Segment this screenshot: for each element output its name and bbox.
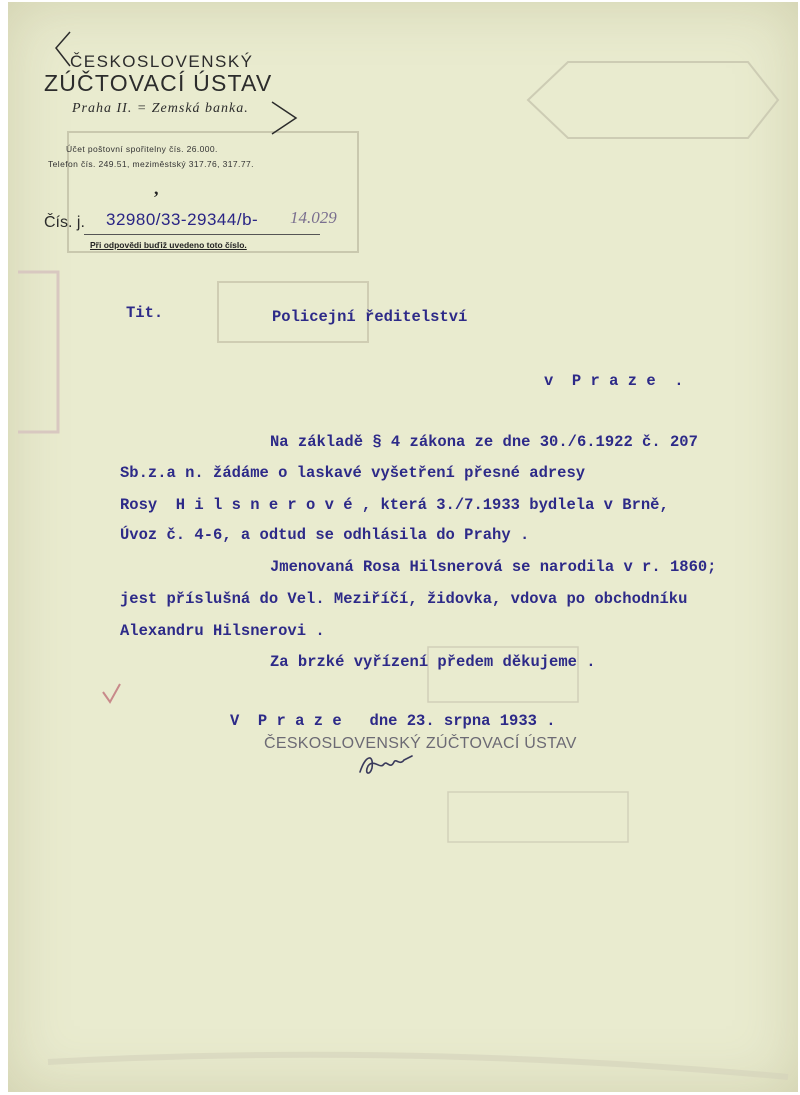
body-line-8: Za brzké vyřízení předem děkujeme . [270,653,596,671]
body-line-6: jest příslušná do Vel. Meziříčí, židovka, vdova po obchodníku [120,590,688,608]
bottom-crease [48,1055,788,1077]
check-mark [103,684,120,702]
reference-number: 32980/33-29344/b- [106,210,259,229]
faint-left-stamp [18,272,58,432]
reference-underline [84,234,320,235]
recipient-place: v P r a z e . [544,372,684,390]
ink-mark: , [154,178,159,198]
signature [356,750,416,780]
body-line-3: Rosy H i l s n e r o v é , která 3./7.1933 bydlela v Brně, [120,496,669,514]
letterhead [44,52,272,117]
body-line-5: Jmenovaná Rosa Hilsnerová se narodila v r. 1860; [270,558,717,576]
body-line-2: Sb.z.a n. žádáme o laskavé vyšetření přesné adresy [120,464,586,482]
document-page [8,2,798,1092]
reply-note: Při odpovědi buďiž uvedeno toto číslo. [90,240,247,250]
date-line: V P r a z e dne 23. srpna 1933 . [230,712,556,730]
account-number: Účet poštovní spořitelny čís. 26.000. [66,144,218,154]
org-name-line2: ZÚČTOVACÍ ÚSTAV [44,70,273,96]
faint-lower-stamp [448,792,628,842]
reference-handwritten-suffix: 14.029 [290,208,337,227]
org-address: Praha II. = Zemská banka. [72,101,249,116]
org-name-line1: ČESKOSLOVENSKÝ [70,52,254,71]
telephone-numbers: Telefon čís. 249.51, meziměstský 317.76, 317.77. [48,159,254,169]
reference-label: Čís. j. [44,214,85,231]
faint-diamond-stamp [528,62,778,138]
body-line-1: Na základě § 4 zákona ze dne 30./6.1922 č. 207 [270,433,698,451]
organization-stamp: ČESKOSLOVENSKÝ ZÚČTOVACÍ ÚSTAV [264,735,577,752]
recipient: Policejní ředitelství [272,308,468,326]
body-line-7: Alexandru Hilsnerovi . [120,622,325,640]
body-line-4: Úvoz č. 4-6, a odtud se odhlásila do Prahy . [120,526,530,544]
salutation: Tit. [126,304,164,322]
letterhead-right-bracket [270,100,300,136]
